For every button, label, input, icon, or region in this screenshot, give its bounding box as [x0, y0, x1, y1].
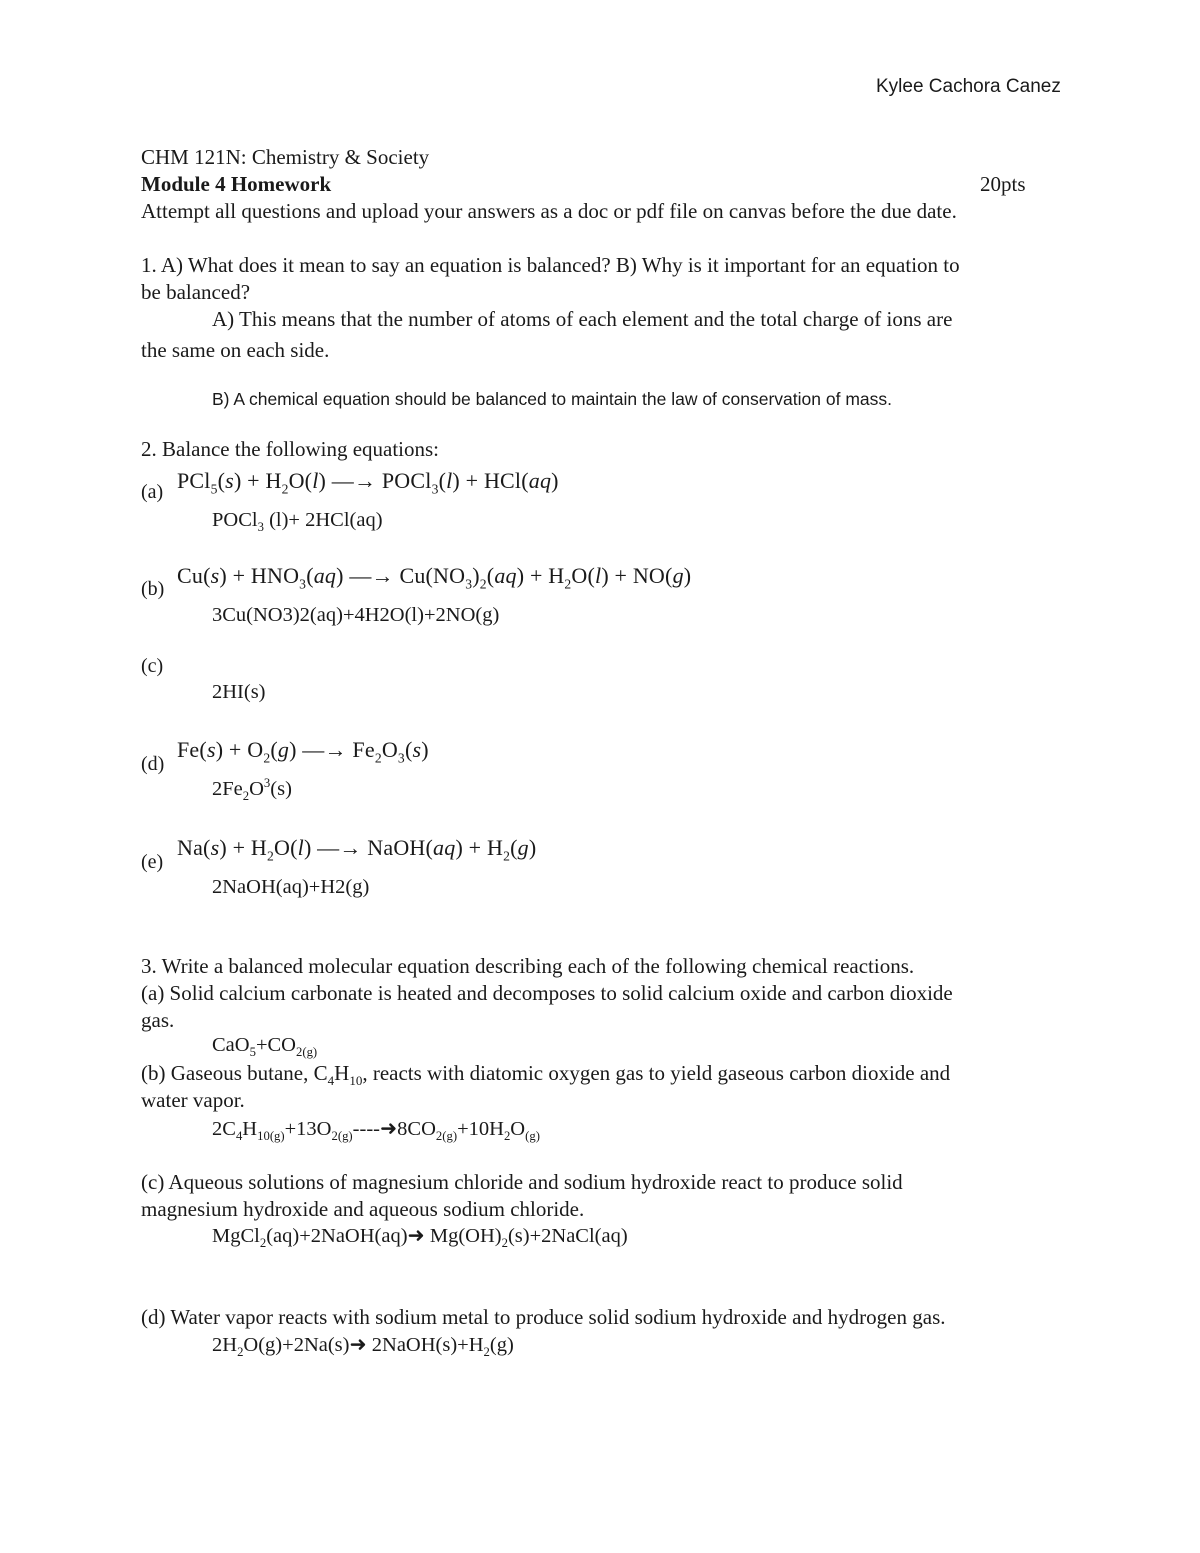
q3-b-line1: (b) Gaseous butane, $C_4H_{10}$, reacts with diatomic oxygen gas to yield gaseous carbon dioxide and	[141, 1061, 951, 1089]
q2-equation-a: $PCl_5(s) + H_2O(l)$ —→ POCl$_3$(l) + HCl(aq)	[177, 468, 559, 497]
author-name: Kylee Cachora Canez	[876, 76, 1061, 97]
q2-answer-e: 2NaOH(aq)+H2(g)	[212, 876, 370, 898]
q3-c-line2: magnesium hydroxide and aqueous sodium chloride.	[141, 1197, 585, 1221]
q1-answer-a-line2: the same on each side.	[141, 338, 330, 362]
q3-prompt: 3. Write a balanced molecular equation describing each of the following chemical reactions.	[141, 954, 915, 978]
q3-b-answer: $2C_4H_{10(g)}+13O_{2(g)}----➜8CO_{2(g)}+10H_2O_{(g)}$	[212, 1118, 540, 1144]
q2-item-label: (c)	[141, 655, 164, 677]
q1-answer-a-line1: A) This means that the number of atoms of each element and the total charge of ions are	[212, 307, 953, 331]
q3-c-answer: MgCl$_2$(aq)+2NaOH(aq)➜ $Mg(OH)_2(s)+2NaCl(aq)$	[212, 1225, 628, 1251]
q2-equation-e: $Na(s) + H_2O(l)$ —→ NaOH(aq) + $H_2(g)$	[177, 835, 537, 864]
course-title: CHM 121N: Chemistry & Society	[141, 145, 430, 169]
q2-prompt: 2. Balance the following equations:	[141, 437, 440, 461]
instructions: Attempt all questions and upload your answers as a doc or pdf file on canvas before the due date.	[141, 199, 957, 223]
q2-answer-a: POCl$_3$ (l)+ 2HCl(aq)	[212, 509, 383, 535]
module-title: Module 4 Homework	[141, 172, 332, 196]
q2-equation-b: $Cu(s) + HNO_3(aq)$ —→ $Cu(NO_3)_2(aq) + H_2O(l) + NO(g)$	[177, 563, 692, 592]
q3-a-line1: (a) Solid calcium carbonate is heated and decomposes to solid calcium oxide and carbon dioxide	[141, 981, 953, 1005]
q1-answer-b: B) A chemical equation should be balanced to maintain the law of conservation of mass.	[212, 389, 892, 409]
q3-b-line2: water vapor.	[141, 1088, 245, 1112]
q2-answer-c: 2HI(s)	[212, 681, 266, 703]
q2-item-label: (d)	[141, 753, 165, 775]
q2-answer-b: 3Cu(NO3)2(aq)+4H2O(l)+2NO(g)	[212, 604, 500, 626]
q1-question-line1: 1. A) What does it mean to say an equation is balanced? B) Why is it important for an equation to	[141, 253, 960, 277]
q2-item-label: (a)	[141, 481, 164, 503]
q2-item-label: (b)	[141, 578, 165, 600]
q2-item-label: (e)	[141, 851, 164, 873]
q2-equation-d: $Fe(s) + O_2(g)$ —→ $Fe_2O_3(s)$	[177, 737, 429, 766]
q2-answer-d: $2Fe_2O^3(s)$	[212, 776, 292, 804]
q3-d-answer: $2H_2O(g)+2Na(s)➜$ $2NaOH(s)+H_2(g)$	[212, 1334, 514, 1360]
q1-question-line2: be balanced?	[141, 280, 251, 304]
q3-d-line1: (d) Water vapor reacts with sodium metal to produce solid sodium hydroxide and hydrogen gas.	[141, 1305, 946, 1329]
q3-c-line1: (c) Aqueous solutions of magnesium chloride and sodium hydroxide react to produce solid	[141, 1170, 903, 1194]
q3-a-line2: gas.	[141, 1008, 175, 1032]
points-label: 20pts	[980, 172, 1026, 196]
q3-a-answer: $CaO_5+CO_{2(g)}$	[212, 1034, 318, 1060]
